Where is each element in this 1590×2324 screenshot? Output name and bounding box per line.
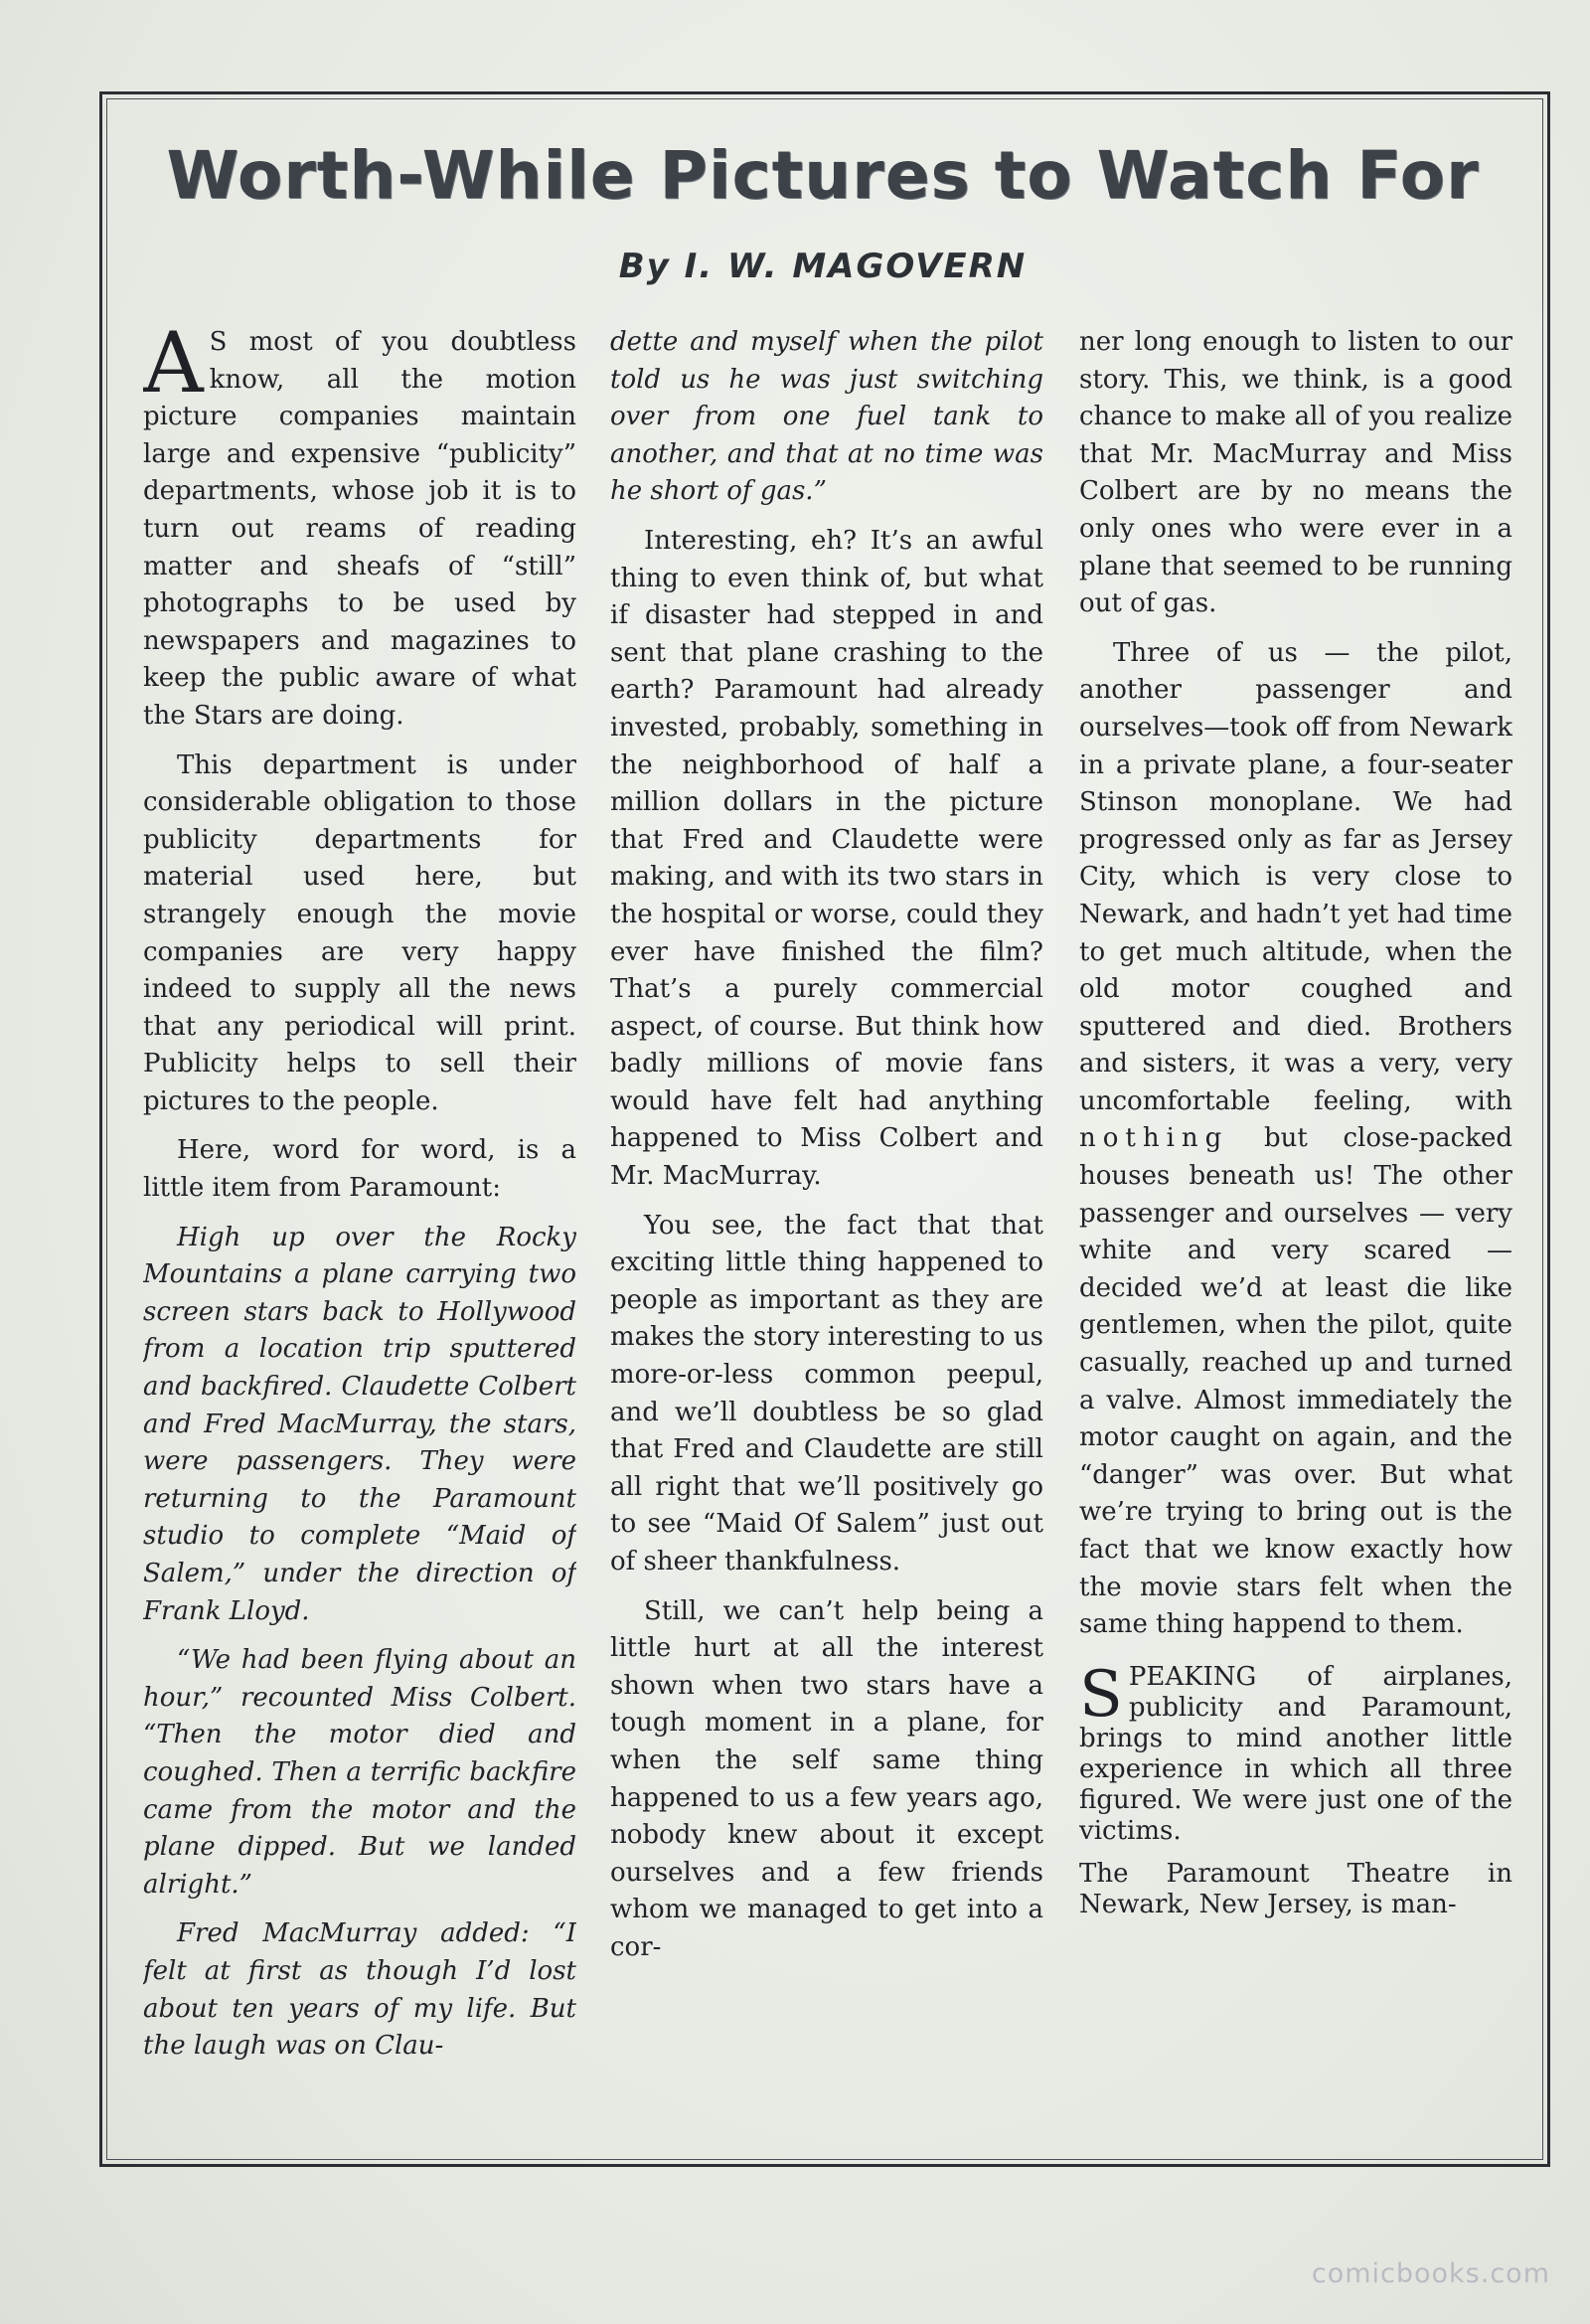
paragraph xyxy=(1079,1657,1512,1847)
spaced-word: nothing xyxy=(1079,1123,1229,1154)
paragraph-text: Three of us — the pilot, another passenger and ourselves—took off from Newark in a private plane, a four-seater Stinson monoplane. We had progressed only as far as Jersey City, which is very close to Newark, and hadn’t yet had time to get much altitude, when the old motor coughed and sputtered and died. Brothers and sisters, it was a very, very uncomfortable feeling, with xyxy=(1079,637,1512,1116)
paragraph: The Paramount Theatre in Newark, New Jersey, is man- xyxy=(1079,1858,1512,1919)
watermark: comicbooks.com xyxy=(1311,2258,1550,2289)
paragraph: You see, the fact that that exciting little thing happened to people as important as they are makes the story interesting to us more-or-less common peepul, and we’ll doubtless be so glad that Fred and Claudette are still all right that we’ll positively go to see “Maid Of Salem” just out of sheer thankfulness. xyxy=(610,1210,1043,1577)
article-byline: By I. W. MAGOVERN xyxy=(618,247,1028,286)
column-1 xyxy=(143,324,576,2113)
paragraph xyxy=(143,324,576,736)
paragraph: This department is under considerable obligation to those publicity departments for material used here, but strangely enough the movie companies are very happy indeed to supply all the news that any periodical will print. Publicity helps to sell their pictures to the people. xyxy=(143,749,576,1116)
paragraph-text: S most of you doubtless know, all the motion picture companies maintain large and expensive “publicity” departments, whose job it is to turn out reams of reading matter and sheafs of “still” photographs to be used by newspapers and magazines to keep the public aware of what the Stars are doing. xyxy=(143,327,576,731)
column-3 xyxy=(1079,324,1512,2113)
quoted-item: dette and myself when the pilot told us he was just switching over from one fuel tank to another, and that at no time was he short of gas.” xyxy=(610,327,1043,507)
drop-cap: A xyxy=(143,324,204,412)
article-headline: Worth-While Pictures to Watch For xyxy=(166,137,1480,214)
paragraph: Still, we can’t help being a little hurt at all the interest shown when two stars have a tough moment in a plane, for when the self same thing happened to us a few years ago, nobody knew about it except ourselves and a few friends whom we managed to get into a cor- xyxy=(610,1595,1043,1962)
paragraph: ner long enough to listen to our story. This, we think, is a good chance to make all of you realize that Mr. MacMurray and Miss Colbert are by no means the only ones who were ever in a plane that seemed to be running out of gas. xyxy=(1079,327,1512,619)
drop-cap: S xyxy=(1079,1657,1123,1732)
paragraph: Interesting, eh? It’s an awful thing to even think of, but what if disaster had stepped in and sent that plane crashing to the earth? Paramount had already invested, probably, something in the neighborhood of half a million dollars in the picture that Fred and Claudette were making, and with its two stars in the hospital or worse, could they ever have finished the film? That’s a purely commercial aspect, of course. But think how badly millions of movie fans would have felt had anything happened to Miss Colbert and Mr. MacMurray. xyxy=(610,525,1043,1192)
column-2 xyxy=(610,324,1043,2113)
quoted-item: Fred MacMurray added: “I felt at first as though I’d lost about ten years of my life. But the laugh was on Clau- xyxy=(143,1918,576,2062)
quoted-item: “We had been flying about an hour,” recounted Miss Colbert. “Then the motor died and coughed. Then a terrific backfire came from the motor and the plane dipped. But we landed alright.” xyxy=(143,1645,576,1900)
paragraph-text: PEAKING of airplanes, publicity and Paramount, brings to mind another little experience in which all three figured. We were just one of the victims. xyxy=(1079,1661,1512,1846)
paragraph: Here, word for word, is a little item from Paramount: xyxy=(143,1135,576,1204)
paragraph-text: but close-packed houses beneath us! The other passenger and ourselves — very white and very scared — decided we’d at least die like gentlemen, when the pilot, quite casually, reached up and turned a valve. Almost immediately the motor caught on again, and the “danger” was over. But what we’re trying to bring out is the fact that we know exactly how the movie stars felt when the same thing happend to them. xyxy=(1079,1123,1512,1640)
paragraph xyxy=(1079,635,1512,1644)
quoted-item: High up over the Rocky Mountains a plane carrying two screen stars back to Hollywood from a location trip sputtered and backfired. Claudette Colbert and Fred MacMurray, the stars, were passengers. They were returning to the Paramount studio to complete “Maid of Salem,” under the direction of Frank Lloyd. xyxy=(143,1222,576,1626)
